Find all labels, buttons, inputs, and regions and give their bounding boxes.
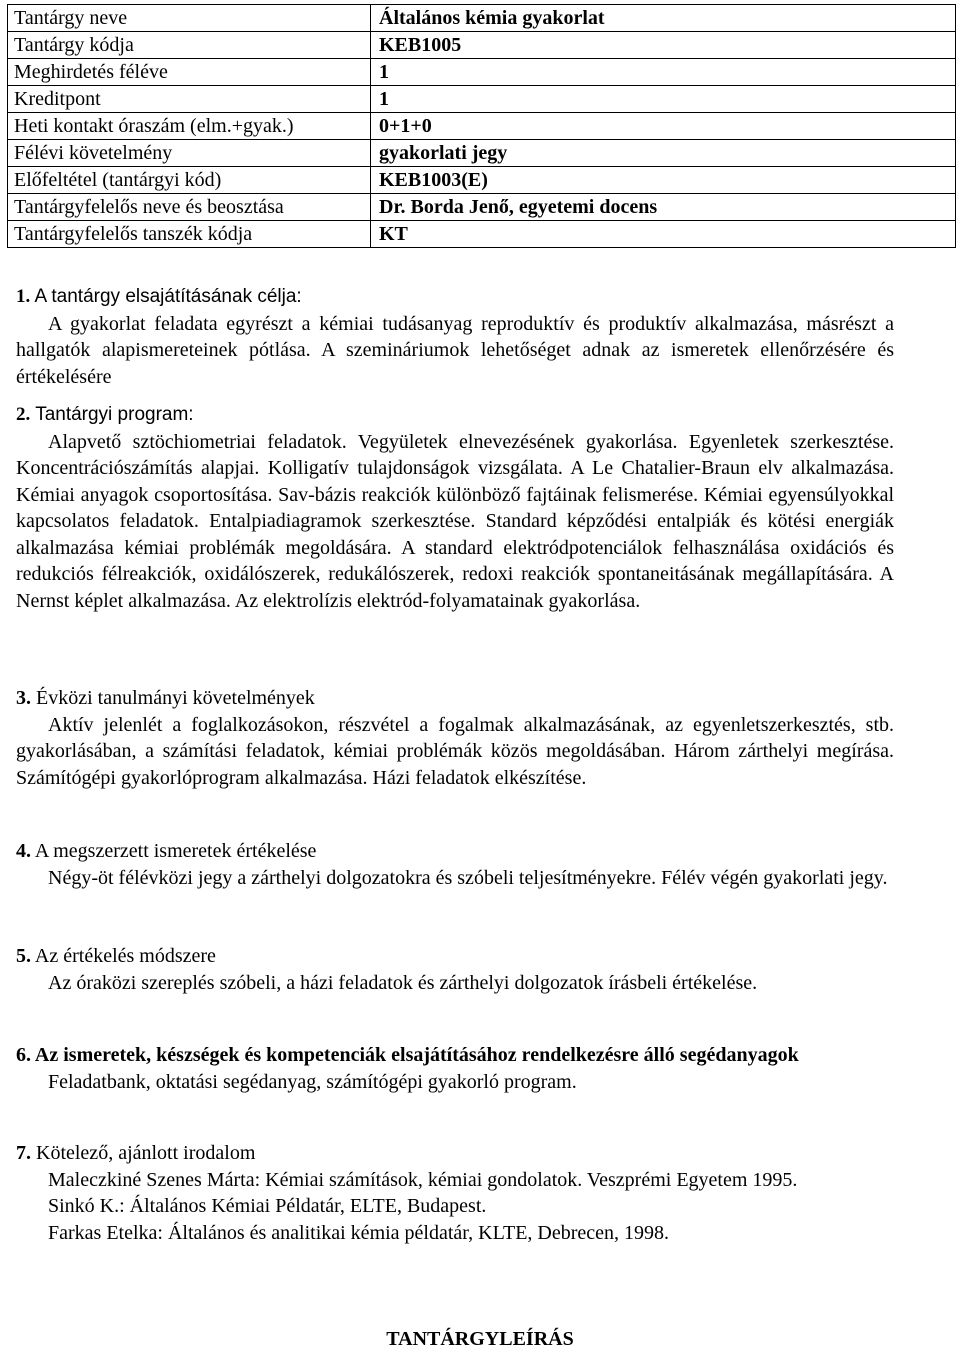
row-label: Tantárgy neve <box>8 5 371 32</box>
table-row <box>8 113 956 140</box>
section-title: A megszerzett ismeretek értékelése <box>34 840 317 862</box>
row-label: Tantárgyfelelős neve és beosztása <box>8 194 371 221</box>
section-heading <box>16 838 894 865</box>
row-label: Félévi követelmény <box>8 140 371 167</box>
section-title: Kötelező, ajánlott irodalom <box>36 1142 256 1164</box>
row-value: Általános kémia gyakorlat <box>371 5 956 32</box>
reference-item: Maleczkiné Szenes Márta: Kémiai számítások, kémiai gondolatok. Veszprémi Egyetem 1995. <box>48 1168 798 1191</box>
row-label: Meghirdetés féléve <box>8 59 371 86</box>
row-value: 1 <box>371 59 956 86</box>
section-body: Aktív jelenlét a foglalkozásokon, részvétel a fogalmak alkalmazásának, az egyenletszerkesztés, stb. gyakorlásában, a számítási feladatok, kémiai problémák közös megoldásában. Három zárthelyi megírása. Számítógépi gyakorlóprogram alkalmazása. Házi feladatok elkészítése. <box>16 713 894 789</box>
table-row <box>8 167 956 194</box>
section-assessment <box>16 838 894 891</box>
row-value: KT <box>371 221 956 248</box>
table-row <box>8 86 956 113</box>
row-value: KEB1005 <box>371 32 956 59</box>
row-label: Előfeltétel (tantárgyi kód) <box>8 167 371 194</box>
row-label: Tantárgyfelelős tanszék kódja <box>8 221 371 248</box>
course-info-table <box>7 4 956 248</box>
section-number: 6. <box>16 1044 31 1066</box>
section-body: Négy-öt félévközi jegy a zárthelyi dolgozatokra és szóbeli teljesítményekre. Félév végén gyakorlati jegy. <box>48 866 888 889</box>
row-value: gyakorlati jegy <box>371 140 956 167</box>
section-literature <box>16 1140 894 1246</box>
section-goal <box>16 284 894 390</box>
section-heading <box>16 1140 894 1167</box>
reference-item: Sinkó K.: Általános Kémiai Példatár, ELTE, Budapest. <box>48 1195 487 1217</box>
section-body: A gyakorlat feladata egyrészt a kémiai tudásanyag reproduktív és produktív alkalmazása, másrészt a hallgatók alapismereteinek pótlása. A szemináriumok lehetőséget adnak az ismeretek ellenőrzésére és értékelésére <box>16 312 894 388</box>
section-body: Az óraközi szereplés szóbeli, a házi feladatok és zárthelyi dolgozatok írásbeli értékelése. <box>48 971 758 994</box>
section-number: 4. <box>16 840 31 862</box>
section-number: 7. <box>16 1142 31 1164</box>
section-heading <box>16 402 894 429</box>
reference-item: Farkas Etelka: Általános és analitikai kémia példatár, KLTE, Debrecen, 1998. <box>48 1221 670 1244</box>
row-value: KEB1003(E) <box>371 167 956 194</box>
row-value: 0+1+0 <box>371 113 956 140</box>
section-number: 5. <box>16 945 31 967</box>
section-number: 1. <box>16 286 31 307</box>
section-body: Feladatbank, oktatási segédanyag, számítógépi gyakorló program. <box>48 1070 577 1093</box>
section-title: Tantárgyi program: <box>35 404 194 425</box>
section-title: Az értékelés módszere <box>34 945 216 967</box>
section-title: Évközi tanulmányi követelmények <box>36 687 315 709</box>
table-row <box>8 221 956 248</box>
section-method <box>16 943 894 996</box>
row-label: Kreditpont <box>8 86 371 113</box>
section-materials <box>16 1042 894 1095</box>
table-row <box>8 140 956 167</box>
section-number: 2. <box>16 404 31 425</box>
section-body: Alapvető sztöchiometriai feladatok. Vegyületek elnevezésének gyakorlása. Egyenletek szerkesztése. Koncentrációszámítás alapjai. Kolligatív tulajdonságok vizsgálata. A Le Chatalier-Braun elv alkalmazása. Kémiai anyagok csoportosítása. Sav-bázis reakciók különböző fajtáinak felismerése. Kémiai egyensúlyokkal kapcsolatos feladatok. Entalpiadiagramok szerkesztése. Standard képződési entalpiák és kötési energiák alkalmazása kémiai problémák megoldására. A standard elektródpotenciálok felhasználása oxidációs és redukciós félreakciók, oxidálószerek, redukálószerek, redoxi reakciók spontaneitásának megállapítására. A Nernst képlet alkalmazása. Az elektrolízis elektród-folyamatainak gyakorlása. <box>16 430 894 612</box>
row-value: Dr. Borda Jenő, egyetemi docens <box>371 194 956 221</box>
section-number: 3. <box>16 687 31 709</box>
section-program <box>16 402 894 614</box>
row-label: Tantárgy kódja <box>8 32 371 59</box>
section-heading <box>16 284 894 311</box>
table-row <box>8 194 956 221</box>
table-row <box>8 32 956 59</box>
table-row <box>8 5 956 32</box>
section-heading <box>16 685 894 712</box>
section-requirements <box>16 685 894 791</box>
section-title: Az ismeretek, készségek és kompetenciák elsajátításához rendelkezésre álló segédanyagok <box>34 1044 799 1066</box>
row-value: 1 <box>371 86 956 113</box>
section-heading <box>16 1042 894 1069</box>
document-title: TANTÁRGYLEÍRÁS <box>386 1328 574 1350</box>
section-title: A tantárgy elsajátításának célja: <box>34 286 302 307</box>
section-heading <box>16 943 894 970</box>
row-label: Heti kontakt óraszám (elm.+gyak.) <box>8 113 371 140</box>
table-row <box>8 59 956 86</box>
